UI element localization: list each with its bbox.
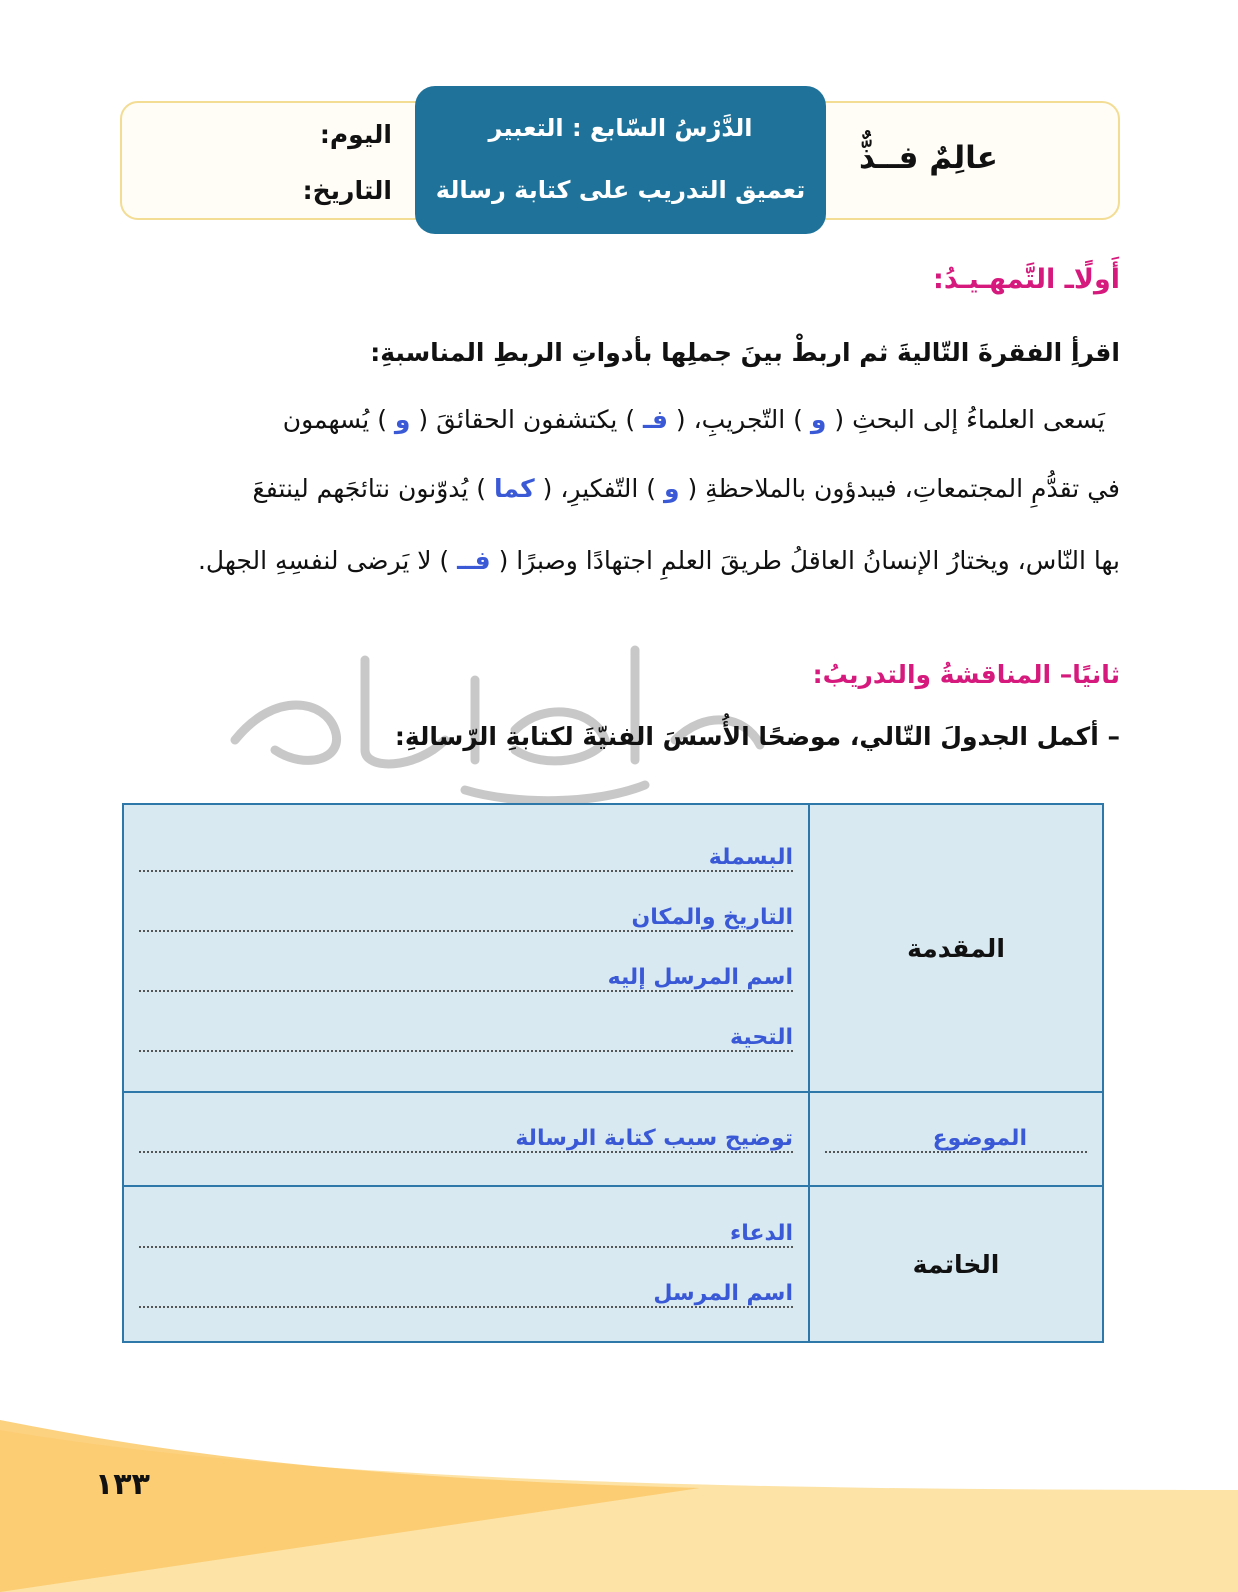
lesson-title: الدَّرْسُ السّابع : التعبير [488,114,753,142]
answer-connector: فـ [643,405,668,434]
text-segment: ) يُسهمون [282,405,387,434]
answer-text: اسم المرسل إليه [607,965,793,990]
answer-text: اسم المرسل [653,1281,793,1306]
answer-connector: كما [494,474,535,503]
answer-line[interactable] [139,948,793,1008]
text-segment: ) التّفكيرِ، ( [542,474,657,503]
text-segment: ) التّجريبِ، ( [675,405,803,434]
answer-line[interactable] [139,1109,793,1169]
instruction-table: – أكمل الجدولَ التّالي، موضحًا الأُسسَ الفنيّةَ لكتابةِ الرّسالةِ: [394,722,1120,751]
day-label: اليوم: [319,120,392,149]
answer-line[interactable] [139,1008,793,1068]
text-segment: في تقدُّمِ المجتمعاتِ، فيبدؤون بالملاحظةِ ( [687,474,1120,503]
instruction-connectors: اقرأِ الفقرةَ التّاليةَ ثم اربطْ بينَ جملِها بأدواتِ الربطِ المناسبةِ: [370,338,1120,367]
table-row [123,1092,1103,1186]
row-label-closing: الخاتمة [809,1186,1103,1342]
answer-text: البسملة [708,845,793,870]
topic-label-line [825,1109,1087,1169]
answer-line[interactable] [139,888,793,948]
row-label-topic: الموضوع [932,1126,1027,1151]
closing-answers [123,1186,809,1342]
answer-connector: و [663,474,680,503]
topic-answers [123,1092,809,1186]
answer-text: التاريخ والمكان [631,905,793,930]
text-segment: ) يُدوّنون نتائجَهم لينتفعَ [252,474,487,503]
page-number: ١٣٣ [95,1467,150,1502]
row-label-intro: المقدمة [809,804,1103,1092]
answer-connector: فــ [457,546,491,575]
text-segment: يَسعى العلماءُ إلى البحثِ ( [834,405,1105,434]
text-segment: ) لا يَرضى لنفسِهِ الجهل. [197,546,450,575]
paragraph-line-2 [253,474,1121,503]
section-heading-practice: ثانيًا– المناقشةُ والتدريبُ: [812,660,1120,689]
answer-line[interactable] [139,1204,793,1264]
section-heading-intro: أَولًاـ التَّمهـيـدُ: [933,264,1120,295]
watermark-handwriting [215,620,775,810]
letter-structure-table [122,803,1104,1343]
lesson-subtitle: تعميق التدريب على كتابة رسالة [435,176,806,204]
answer-line[interactable] [139,1264,793,1324]
paragraph-line-3 [198,546,1120,575]
text-segment: ) يكتشفون الحقائقَ ( [418,405,636,434]
answer-text: التحية [730,1025,793,1050]
unit-title: عالِمٌ فــذٌّ [859,140,998,176]
table-row [123,804,1103,1092]
lesson-badge [415,86,826,234]
intro-answers [123,804,809,1092]
text-segment: بها النّاس، ويختارُ الإنسانُ العاقلُ طريقَ العلمِ اجتهادًا وصبرًا ( [498,546,1120,575]
date-label: التاريخ: [302,176,392,205]
paragraph-line-1 [283,405,1105,434]
answer-connector: و [394,405,411,434]
answer-line[interactable] [139,828,793,888]
table-row [123,1186,1103,1342]
row-label-topic-cell [809,1092,1103,1186]
answer-text: توضيح سبب كتابة الرسالة [515,1126,793,1151]
footer-wave [0,1420,1238,1592]
answer-text: الدعاء [729,1221,793,1246]
answer-connector: و [810,405,827,434]
